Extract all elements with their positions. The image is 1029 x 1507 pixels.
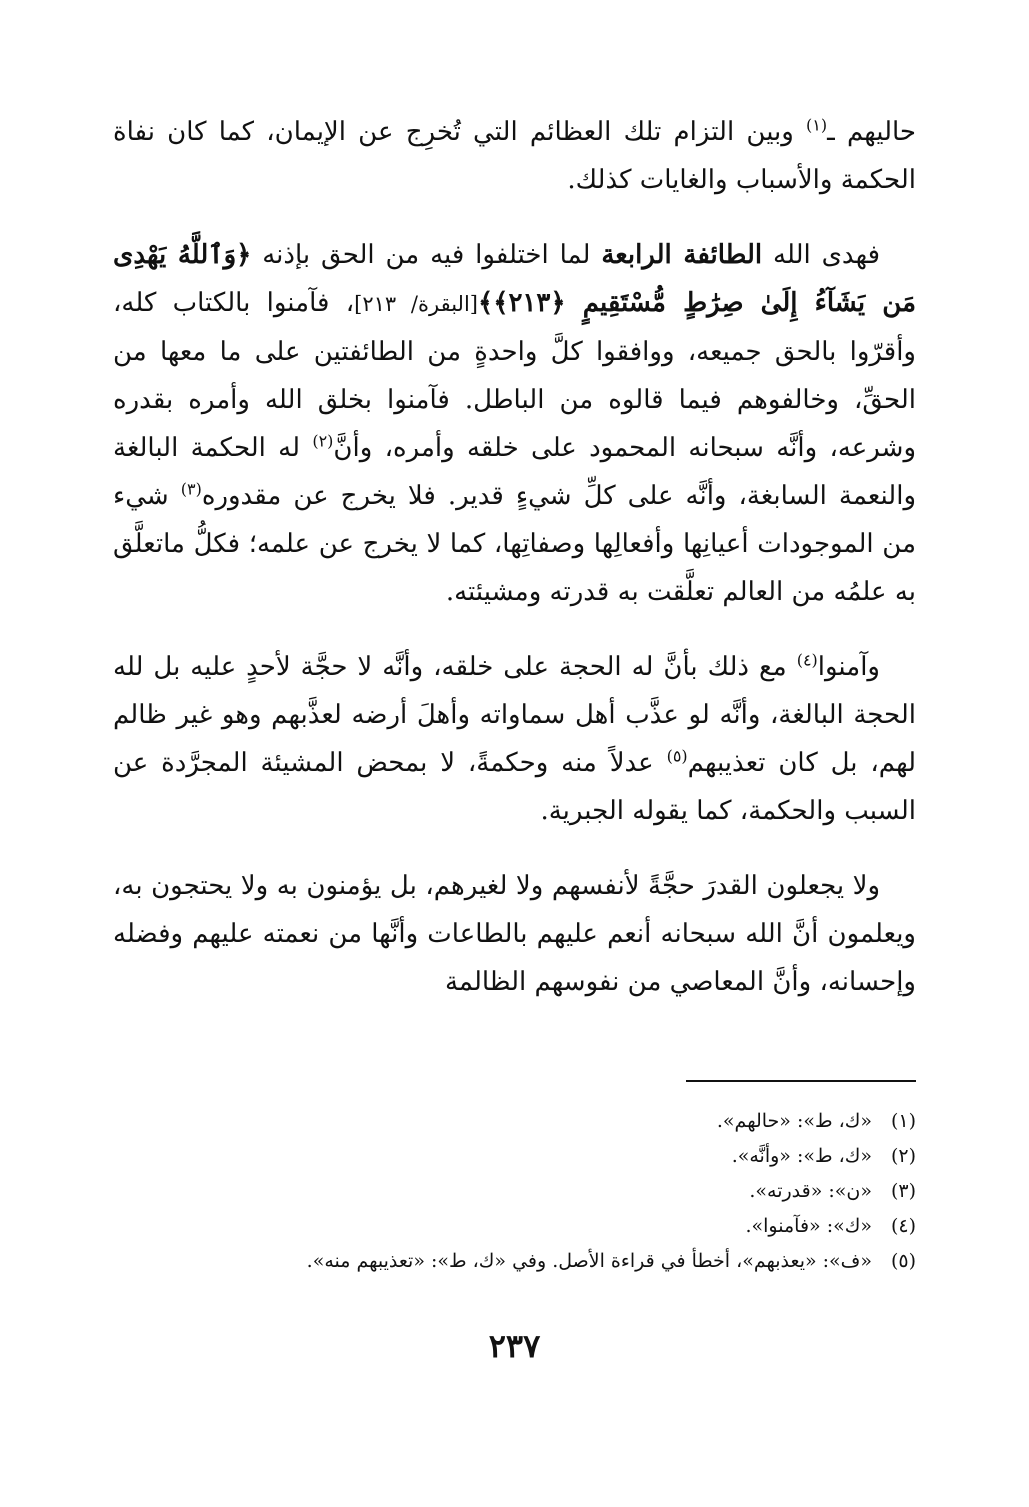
bold-heading-phrase: الطائفة الرابعة xyxy=(601,240,763,270)
footnote-marker: (١) xyxy=(806,115,828,135)
footnote-item xyxy=(113,1209,916,1244)
paragraph-3 xyxy=(113,643,916,835)
paragraph-text: ولا يجعلون القدرَ حجَّةً لأنفسهم ولا لغيرهم، بل يؤمنون به ولا يحتجون به، ويعلمون أنَّ الله سبحانه أنعم عليهم بالطاعات وأنَّها من نعمته عليهم وفضله وإحسانه، وأنَّ المعاصي من نفوسهم الظالمة xyxy=(113,871,916,997)
footnote-number: (٤) xyxy=(890,1215,916,1237)
footnote-marker: (٤) xyxy=(796,650,818,670)
footnote-number: (٥) xyxy=(890,1250,916,1272)
footnote-item xyxy=(113,1244,916,1279)
footnote-text: «ك، ط»: «حالهم». xyxy=(716,1110,872,1132)
paragraph-text: عدلاً منه وحكمةً، لا بمحض المشيئة المجرَّدة عن السبب والحكمة، كما يقوله الجبرية. xyxy=(113,748,916,826)
paragraph-text: ، فآمنوا بالكتاب كله، وأقرّوا بالحق جميعه، ووافقوا كلَّ واحدةٍ من الطائفتين على ما معها من الحقِّ، وخالفوهم فيما قالوه من الباطل. فآمنوا بخلق الله وأمره بقدره وشرعه، وأنَّه سبحانه المحمود على خلقه وأمره، وأنَّ xyxy=(113,288,916,463)
paragraph-1 xyxy=(113,108,916,204)
footnote-marker: (٣) xyxy=(180,479,202,499)
footnote-marker: (٥) xyxy=(666,746,688,766)
footnote-marker: (٢) xyxy=(312,431,334,451)
paragraph-text: حاليهم ـ xyxy=(827,117,917,147)
paragraph-text: مع ذلك بأنَّ له الحجة على خلقه، وأنَّه لا حجَّة لأحدٍ عليه بل لله الحجة البالغة، وأنَّه لو عذَّب أهل سماواته وأهلَ أرضه لعذَّبهم وهو غير ظالم لهم، بل كان تعذيبهم xyxy=(113,652,917,778)
paragraph-text: لما اختلفوا فيه من الحق بإذنه xyxy=(251,240,602,270)
footnote-number: (٣) xyxy=(890,1180,916,1202)
paragraph-4 xyxy=(113,862,916,1006)
paragraph-text: وآمنوا xyxy=(817,652,880,682)
page-number: ٢٣٧ xyxy=(488,1327,541,1365)
paragraph-text: له الحكمة البالغة والنعمة السابغة، وأنَّه على كلِّ شيءٍ قدير. فلا يخرج عن مقدوره xyxy=(113,433,916,511)
footnote-number: (٢) xyxy=(890,1145,916,1167)
paragraph-text: شيء من الموجودات أعيانِها وأفعالِها وصفاتِها، كما لا يخرج عن علمه؛ فكلُّ ماتعلَّق به علمُه من العالم تعلَّقت به قدرته ومشيئته. xyxy=(113,481,916,607)
footnote-number: (١) xyxy=(890,1110,916,1132)
footnote-separator xyxy=(686,1080,916,1082)
footnote-text: «ك»: «فآمنوا». xyxy=(745,1215,872,1237)
footnote-item xyxy=(113,1139,916,1174)
footnote-text: «ن»: «قدرته». xyxy=(749,1180,872,1202)
footnote-item xyxy=(113,1104,916,1139)
paragraph-text: فهدى الله xyxy=(762,240,880,270)
paragraph-text: وبين التزام تلك العظائم التي تُخرِج عن الإيمان، كما كان نفاة الحكمة والأسباب والغايات كذلك. xyxy=(113,117,916,195)
quran-verse: ﴿وَٱللَّهُ يَهْدِى مَن يَشَآءُ إِلَىٰ صِرَٰطٍ مُّسْتَقِيمٍ ﴿٢١٣﴾﴾ xyxy=(113,240,916,318)
footnote-item xyxy=(113,1174,916,1209)
footnote-text: «ك، ط»: «وأنَّه». xyxy=(731,1145,872,1167)
verse-reference: [البقرة/ ٢١٣] xyxy=(354,292,478,316)
paragraph-2 xyxy=(113,231,916,616)
main-text xyxy=(113,108,916,1033)
footnote-text: «ف»: «يعذبهم»، أخطأ في قراءة الأصل. وفي «ك، ط»: «تعذيبهم منه». xyxy=(306,1250,872,1272)
footnotes xyxy=(113,1104,916,1279)
